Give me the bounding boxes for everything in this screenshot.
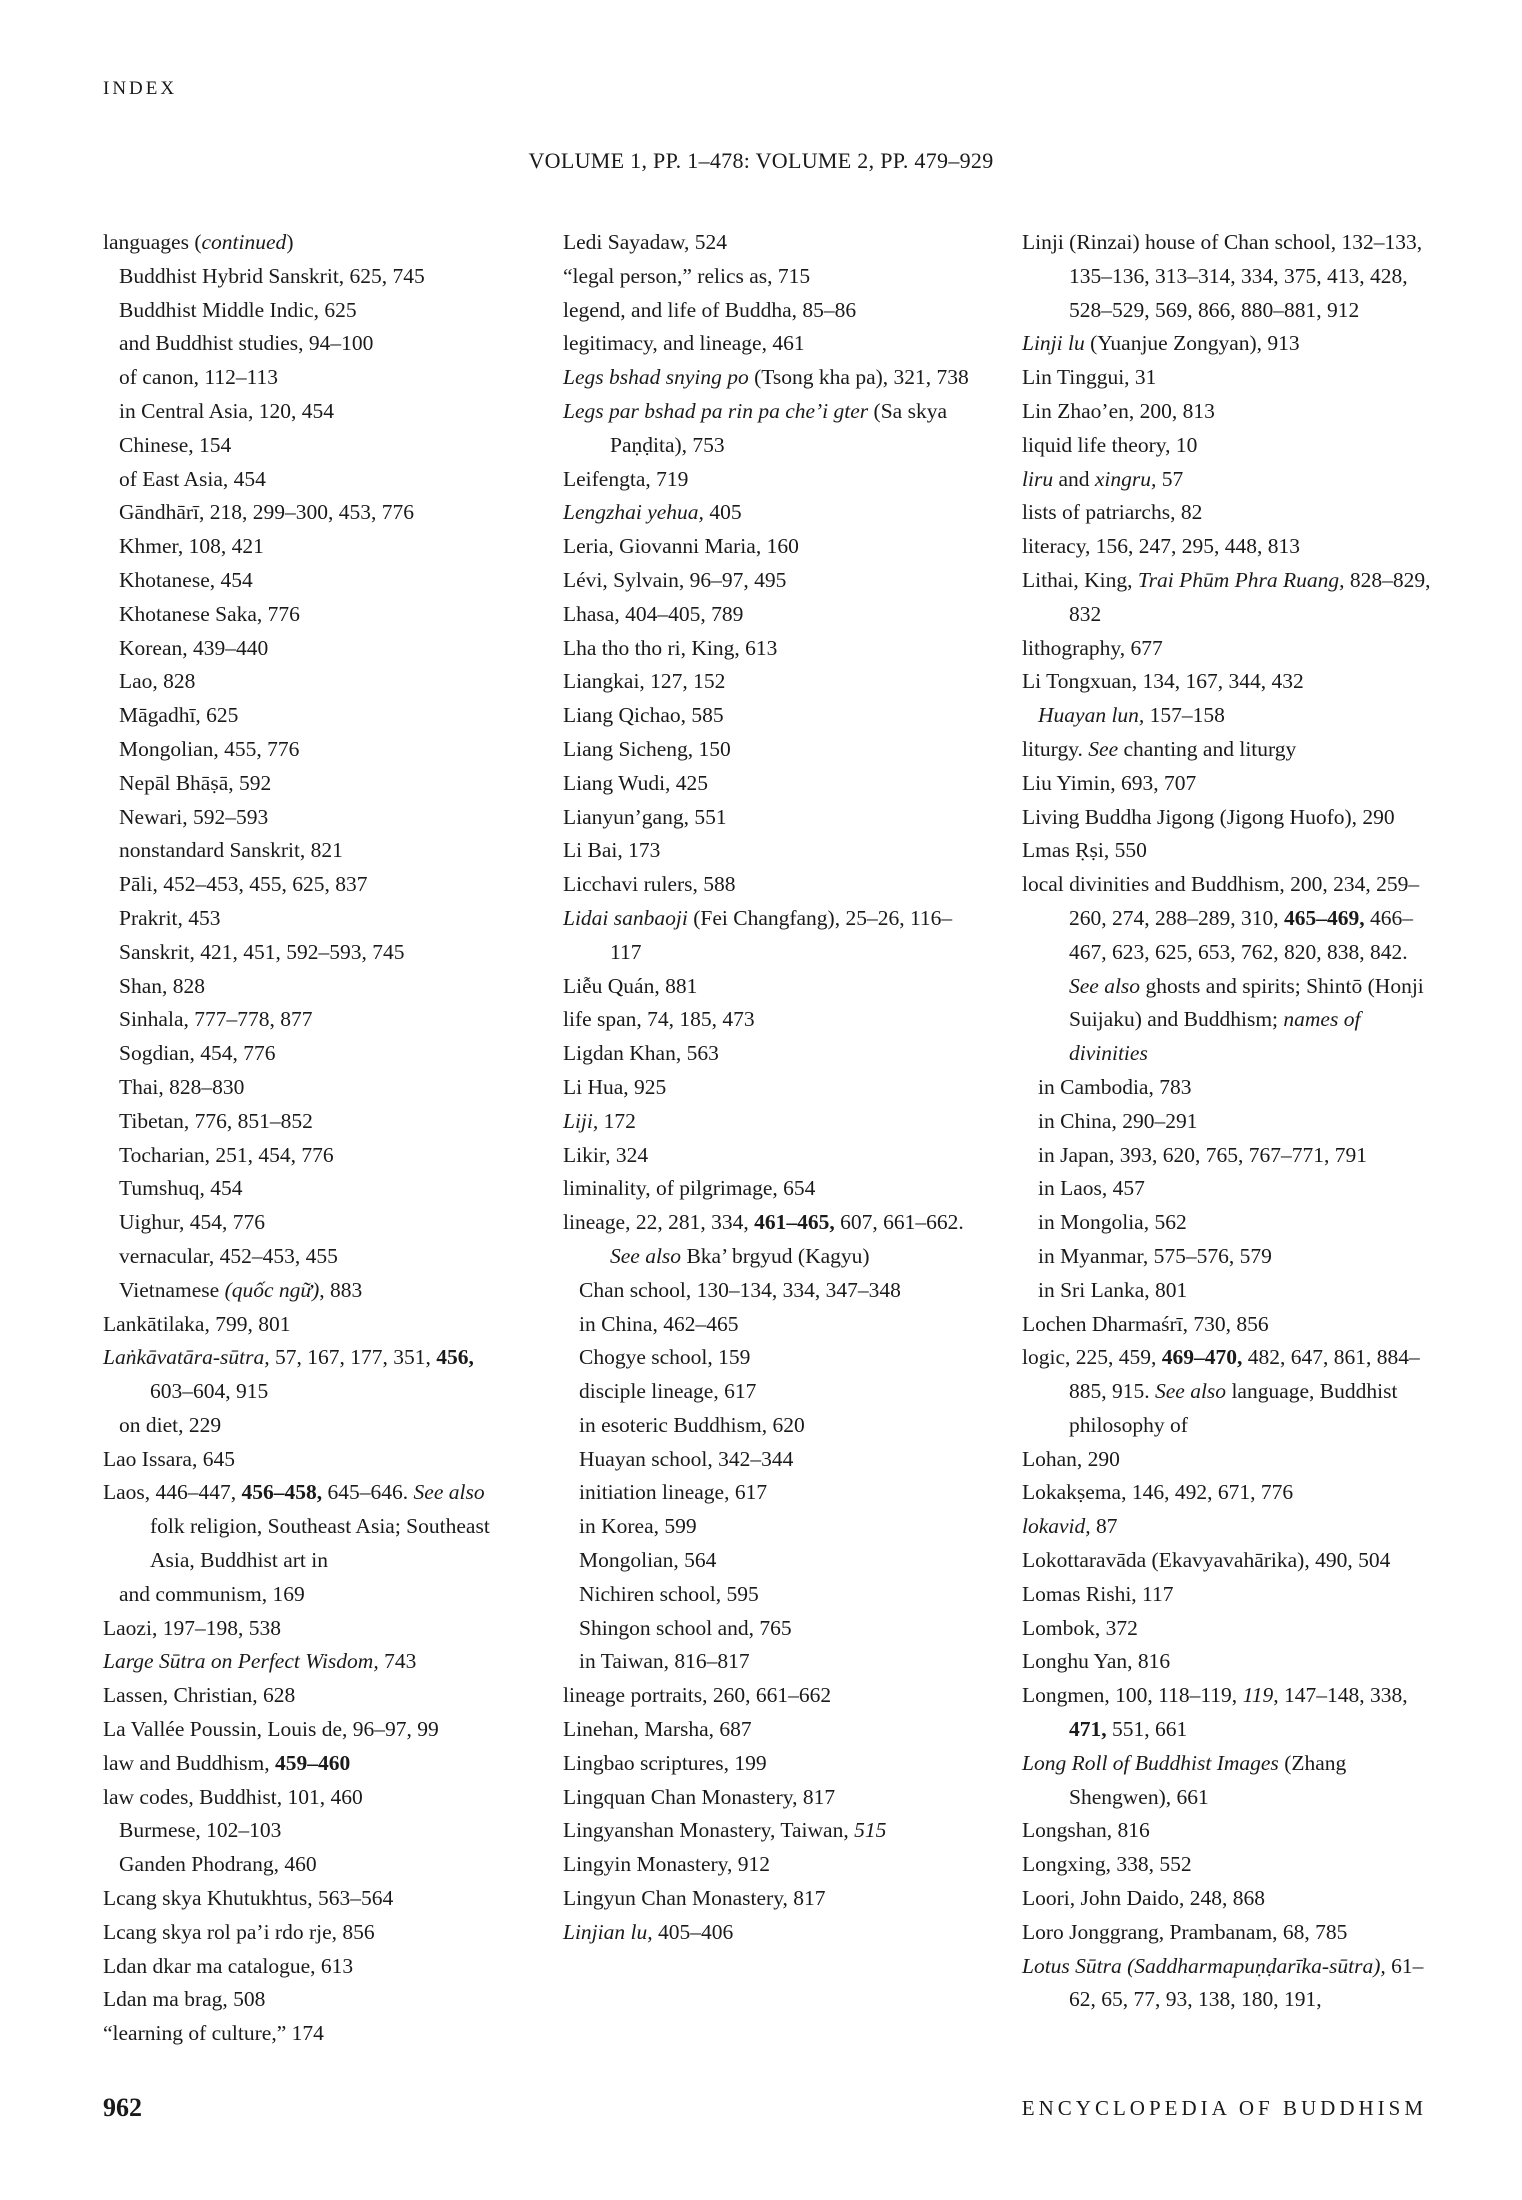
index-entry: languages (continued) (103, 230, 294, 254)
index-entry: Laṅkāvatāra-sūtra, 57, 167, 177, 351, 456, 603–604, 915 (103, 1345, 474, 1404)
index-entry: Lha tho tho ri, King, 613 (563, 635, 778, 660)
index-entry: Lankātilaka, 799, 801 (103, 1311, 291, 1336)
index-entry: legitimacy, and lineage, 461 (563, 331, 805, 356)
index-subentry: in esoteric Buddhism, 620 (579, 1412, 805, 1437)
index-entry: Lokakṣema, 146, 492, 671, 776 (1022, 1480, 1294, 1505)
index-column-3 (1022, 226, 1432, 2017)
index-entry: Lidai sanbaoji (Fei Changfang), 25–26, 116–117 (563, 905, 953, 964)
index-entry: Linji lu (Yuanjue Zongyan), 913 (1022, 331, 1300, 356)
index-entry: Lochen Dharmaśrī, 730, 856 (1022, 1311, 1269, 1336)
index-entry: Linjian lu, 405–406 (563, 1919, 734, 1944)
index-entry: Loori, John Daido, 248, 868 (1022, 1886, 1266, 1911)
index-subentry: Nichiren school, 595 (579, 1581, 759, 1606)
index-subentry: Buddhist Middle Indic, 625 (119, 297, 357, 322)
index-entry: Longmen, 100, 118–119, 119, 147–148, 338, 471, 551, 661 (1022, 1683, 1408, 1742)
index-entry: liquid life theory, 10 (1022, 432, 1198, 457)
index-subentry: Pāli, 452–453, 455, 625, 837 (119, 872, 368, 897)
index-subentry: Mongolian, 455, 776 (119, 736, 300, 761)
index-entry: Lmas Ṛṣi, 550 (1022, 838, 1147, 863)
index-entry: Legs par bshad pa rin pa che’i gter (Sa skya Paṇḍita), 753 (563, 398, 947, 457)
index-subentry: Lao, 828 (119, 669, 196, 694)
index-entry: Liu Yimin, 693, 707 (1022, 770, 1197, 795)
index-entry: Lomas Rishi, 117 (1022, 1581, 1174, 1606)
index-subentry: Gāndhārī, 218, 299–300, 453, 776 (119, 500, 414, 525)
index-subentry: in Korea, 599 (579, 1514, 697, 1539)
index-subentry: in China, 290–291 (1038, 1108, 1198, 1133)
index-subentry: Nepāl Bhāṣā, 592 (119, 770, 272, 795)
index-subentry: Chinese, 154 (119, 432, 232, 457)
index-entry: Leria, Giovanni Maria, 160 (563, 534, 799, 559)
index-entry: Lianyun’gang, 551 (563, 804, 727, 829)
index-subentry: Ganden Phodrang, 460 (119, 1852, 317, 1877)
index-entry: Long Roll of Buddhist Images (Zhang Shengwen), 661 (1022, 1750, 1347, 1809)
index-entry: Lotus Sūtra (Saddharmapuṇḍarīka-sūtra), 61–62, 65, 77, 93, 138, 180, 191, (1022, 1953, 1424, 2012)
index-subentry: initiation lineage, 617 (579, 1480, 768, 1505)
index-entry: Liễu Quán, 881 (563, 973, 698, 998)
index-subentry: Khotanese, 454 (119, 567, 253, 592)
index-subentry: Shingon school and, 765 (579, 1615, 792, 1640)
index-subentry: of East Asia, 454 (119, 466, 266, 491)
index-entry: Li Tongxuan, 134, 167, 344, 432 (1022, 669, 1304, 694)
index-subentry: Buddhist Hybrid Sanskrit, 625, 745 (119, 263, 425, 288)
index-entry: Loro Jonggrang, Prambanam, 68, 785 (1022, 1919, 1348, 1944)
index-subentry: Tocharian, 251, 454, 776 (119, 1142, 334, 1167)
index-entry: Linji (Rinzai) house of Chan school, 132–133, 135–136, 313–314, 334, 375, 413, 428, 528–529, 569, 866, 880–881, 912 (1022, 230, 1423, 322)
index-subentry: and communism, 169 (119, 1581, 305, 1606)
index-subentry: Prakrit, 453 (119, 905, 221, 930)
index-entry: Laos, 446–447, 456–458, 645–646. See also folk religion, Southeast Asia; Southeast Asia, Buddhist art in (103, 1480, 490, 1573)
index-subentry: Sinhala, 777–778, 877 (119, 1007, 313, 1032)
index-entry: Lingyin Monastery, 912 (563, 1852, 771, 1877)
index-subentry: in Mongolia, 562 (1038, 1210, 1187, 1235)
running-header: INDEX (103, 78, 178, 99)
index-column-2 (563, 226, 973, 1950)
index-subentry: in Laos, 457 (1038, 1176, 1145, 1201)
index-subentry: Newari, 592–593 (119, 804, 269, 829)
index-entry: Lcang skya rol pa’i rdo rje, 856 (103, 1919, 375, 1944)
index-subentry: in Myanmar, 575–576, 579 (1038, 1243, 1272, 1268)
index-entry: lineage portraits, 260, 661–662 (563, 1683, 832, 1708)
index-subentry: Korean, 439–440 (119, 635, 269, 660)
index-entry: Lao Issara, 645 (103, 1446, 235, 1471)
index-entry: Lithai, King, Trai Phūm Phra Ruang, 828–829, 832 (1022, 567, 1431, 626)
index-entry: “learning of culture,” 174 (103, 2021, 324, 2046)
index-entry: Longhu Yan, 816 (1022, 1649, 1171, 1674)
index-subentry: Tumshuq, 454 (119, 1176, 243, 1201)
index-entry: Longxing, 338, 552 (1022, 1852, 1192, 1877)
index-subentry: Vietnamese (quốc ngữ), 883 (119, 1277, 363, 1302)
index-entry: Lingbao scriptures, 199 (563, 1750, 767, 1775)
index-entry: legend, and life of Buddha, 85–86 (563, 297, 857, 322)
index-entry: “legal person,” relics as, 715 (563, 263, 811, 288)
index-subentry: Burmese, 102–103 (119, 1818, 282, 1843)
index-subentry: disciple lineage, 617 (579, 1379, 757, 1404)
index-entry: Liang Qichao, 585 (563, 703, 724, 728)
index-subentry: nonstandard Sanskrit, 821 (119, 838, 343, 863)
index-entry: Lokottaravāda (Ekavyavahārika), 490, 504 (1022, 1548, 1391, 1573)
index-entry: lineage, 22, 281, 334, 461–465, 607, 661–662. See also Bka’ brgyud (Kagyu) (563, 1210, 964, 1268)
index-entry: Liang Wudi, 425 (563, 770, 709, 795)
index-entry: lokavid, 87 (1022, 1514, 1118, 1539)
index-entry: Liang Sicheng, 150 (563, 736, 731, 761)
index-subentry: vernacular, 452–453, 455 (119, 1243, 338, 1268)
index-entry: Ledi Sayadaw, 524 (563, 230, 727, 254)
index-subentry: in China, 462–465 (579, 1311, 739, 1336)
index-entry: Lingyanshan Monastery, Taiwan, 515 (563, 1818, 887, 1843)
volume-range-line: VOLUME 1, PP. 1–478: VOLUME 2, PP. 479–929 (528, 148, 994, 173)
index-entry: liminality, of pilgrimage, 654 (563, 1176, 816, 1201)
index-subentry: Mongolian, 564 (579, 1548, 717, 1573)
index-entry: law codes, Buddhist, 101, 460 (103, 1784, 363, 1809)
index-entry: Lingquan Chan Monastery, 817 (563, 1784, 836, 1809)
index-subentry: Huayan school, 342–344 (579, 1446, 794, 1471)
index-entry: logic, 225, 459, 469–470, 482, 647, 861, 884–885, 915. See also language, Buddhist philosophy of (1022, 1345, 1420, 1437)
index-entry: liturgy. See chanting and liturgy (1022, 736, 1297, 761)
index-entry: Likir, 324 (563, 1142, 649, 1167)
index-entry: Li Hua, 925 (563, 1074, 667, 1099)
index-entry: Ldan ma brag, 508 (103, 1987, 266, 2012)
index-subentry: in Central Asia, 120, 454 (119, 398, 334, 423)
index-entry: Liangkai, 127, 152 (563, 669, 726, 694)
index-entry: Lhasa, 404–405, 789 (563, 601, 744, 626)
index-entry: Lin Zhao’en, 200, 813 (1022, 398, 1215, 423)
index-entry: lists of patriarchs, 82 (1022, 500, 1203, 525)
index-entry: lithography, 677 (1022, 635, 1163, 660)
index-subentry: in Japan, 393, 620, 765, 767–771, 791 (1038, 1142, 1368, 1167)
index-entry: Lengzhai yehua, 405 (563, 500, 742, 525)
index-subentry: Māgadhī, 625 (119, 703, 239, 728)
index-subentry: Sanskrit, 421, 451, 592–593, 745 (119, 939, 405, 964)
index-subentry: in Cambodia, 783 (1038, 1074, 1192, 1099)
index-entry: Lombok, 372 (1022, 1615, 1138, 1640)
index-subentry: on diet, 229 (119, 1412, 222, 1437)
index-subentry: Tibetan, 776, 851–852 (119, 1108, 313, 1133)
index-entry: life span, 74, 185, 473 (563, 1007, 755, 1032)
book-title: ENCYCLOPEDIA OF BUDDHISM (1021, 2096, 1427, 2120)
index-entry: Longshan, 816 (1022, 1818, 1150, 1843)
index-entry: Lohan, 290 (1022, 1446, 1120, 1471)
index-entry: Ligdan Khan, 563 (563, 1041, 719, 1066)
index-subentry: Huayan lun, 157–158 (1038, 703, 1225, 728)
index-subentry: Uighur, 454, 776 (119, 1210, 266, 1235)
index-subentry: of canon, 112–113 (119, 365, 279, 390)
index-subentry: and Buddhist studies, 94–100 (119, 331, 374, 356)
index-entry: Lingyun Chan Monastery, 817 (563, 1886, 826, 1911)
index-subentry: Shan, 828 (119, 973, 205, 998)
index-entry: Lévi, Sylvain, 96–97, 495 (563, 567, 787, 592)
index-entry: Linehan, Marsha, 687 (563, 1717, 752, 1742)
index-subentry: in Sri Lanka, 801 (1038, 1277, 1188, 1302)
index-subentry: Thai, 828–830 (119, 1074, 245, 1099)
index-subentry: Chogye school, 159 (579, 1345, 751, 1370)
index-entry: Li Bai, 173 (563, 838, 661, 863)
index-entry: Licchavi rulers, 588 (563, 872, 736, 897)
index-entry: Large Sūtra on Perfect Wisdom, 743 (103, 1649, 417, 1674)
index-entry: La Vallée Poussin, Louis de, 96–97, 99 (103, 1717, 439, 1742)
index-entry: Leifengta, 719 (563, 466, 689, 491)
index-entry: Lcang skya Khutukhtus, 563–564 (103, 1886, 394, 1911)
index-entry: liru and xingru, 57 (1022, 466, 1184, 491)
index-entry: Ldan dkar ma catalogue, 613 (103, 1953, 354, 1978)
index-entry: Living Buddha Jigong (Jigong Huofo), 290 (1022, 804, 1395, 829)
index-entry: Lassen, Christian, 628 (103, 1683, 296, 1708)
index-entry: literacy, 156, 247, 295, 448, 813 (1022, 534, 1301, 559)
index-subentry: Sogdian, 454, 776 (119, 1041, 276, 1066)
index-entry: Lin Tinggui, 31 (1022, 365, 1157, 390)
page-number: 962 (103, 2093, 142, 2122)
index-entry: Liji, 172 (563, 1108, 636, 1133)
index-subentry: Khotanese Saka, 776 (119, 601, 300, 626)
index-subentry: Khmer, 108, 421 (119, 534, 264, 559)
index-column-1 (103, 226, 513, 2051)
index-entry: Legs bshad snying po (Tsong kha pa), 321, 738 (563, 365, 969, 390)
index-entry: local divinities and Buddhism, 200, 234, 259–260, 274, 288–289, 310, 465–469, 466–467, 623, 625, 653, 762, 820, 838, 842. See also ghosts and spirits; Shintō (Honji Suijaku) and Buddhism; names of divinities (1022, 872, 1424, 1066)
index-entry: Laozi, 197–198, 538 (103, 1615, 281, 1640)
index-subentry: in Taiwan, 816–817 (579, 1649, 750, 1674)
index-subentry: Chan school, 130–134, 334, 347–348 (579, 1277, 901, 1302)
index-entry: law and Buddhism, 459–460 (103, 1750, 351, 1775)
